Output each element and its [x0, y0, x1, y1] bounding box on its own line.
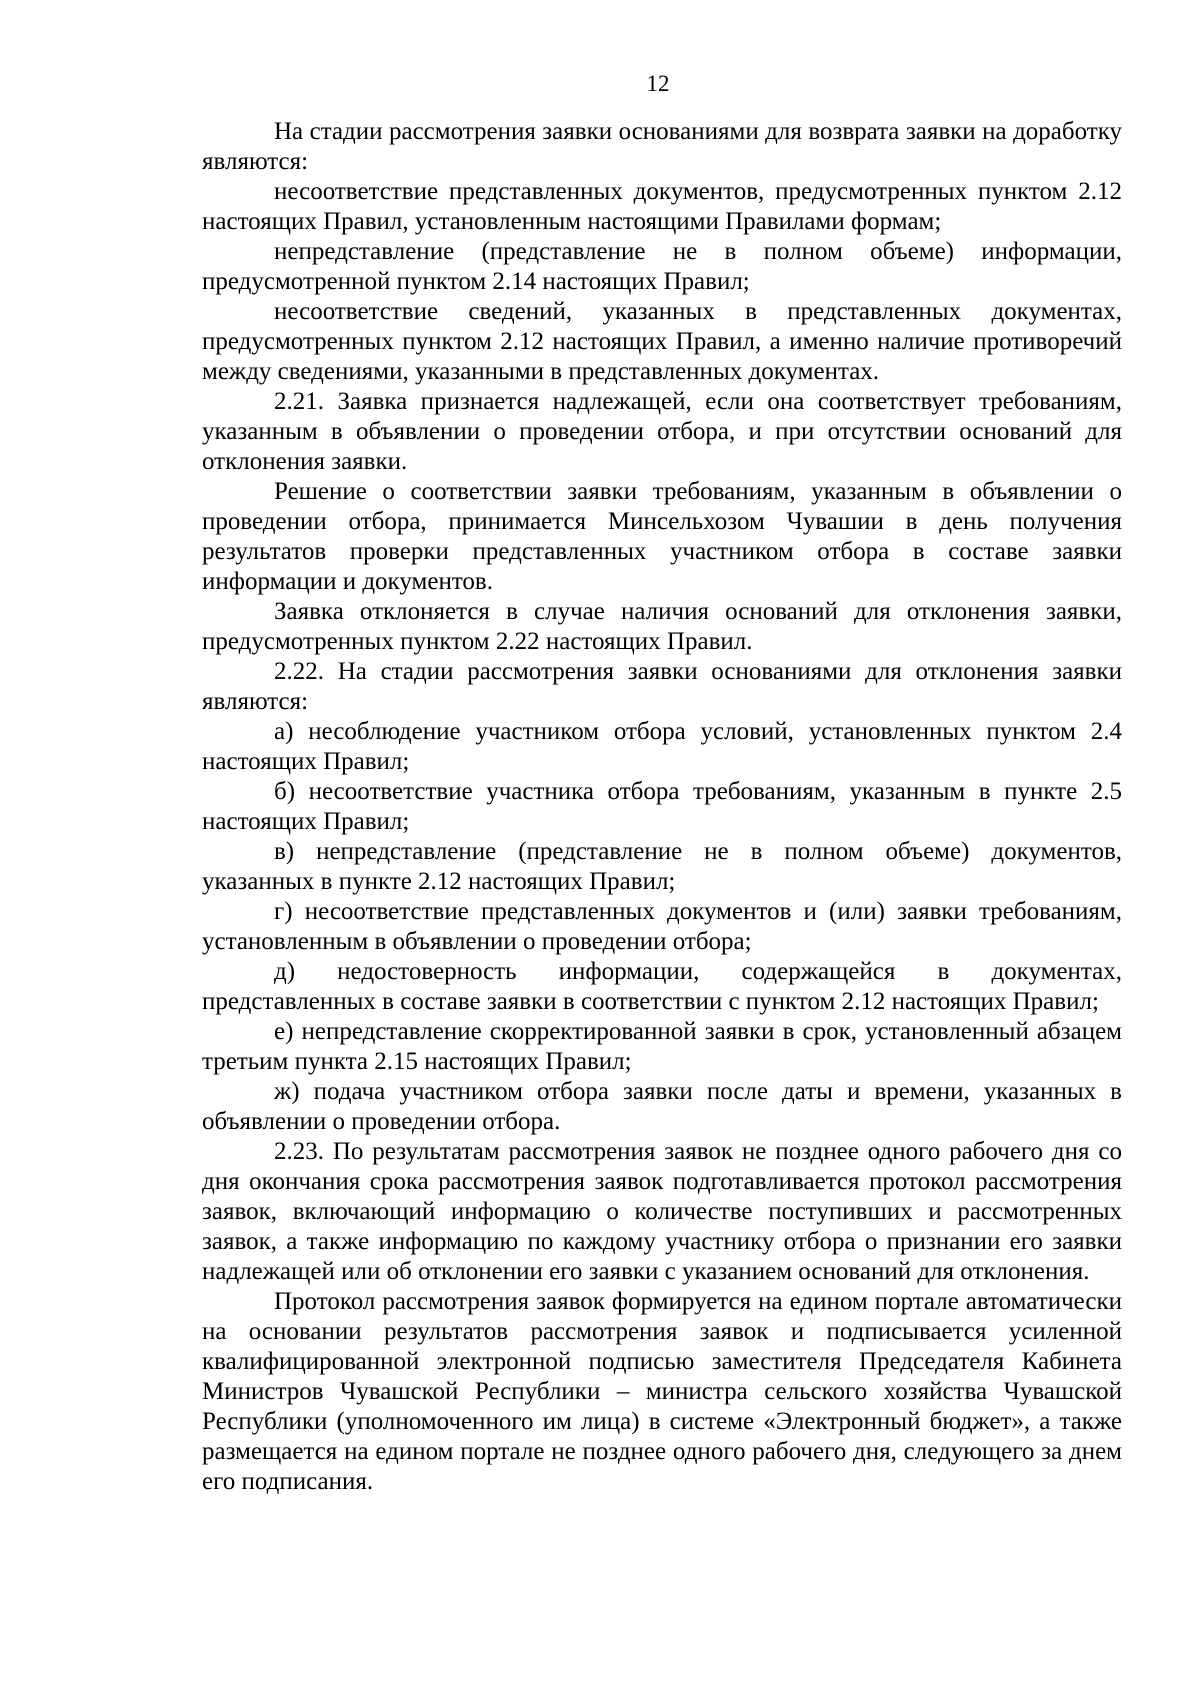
page-number: 12 [646, 71, 670, 96]
list-item-zh: ж) подача участником отбора заявки после даты и времени, указанных в объявлении о проведении отбора. [202, 1078, 1122, 1135]
paragraph-rejection: Заявка отклоняется в случае наличия оснований для отклонения заявки, предусмотренных пунктом 2.22 настоящих Правил. [202, 598, 1122, 655]
paragraph-return-grounds: На стадии рассмотрения заявки основаниями для возврата заявки на доработку являются: [202, 118, 1122, 175]
paragraph-2-22: 2.22. На стадии рассмотрения заявки основаниями для отклонения заявки являются: [202, 658, 1122, 715]
list-item-e: е) непредставление скорректированной заявки в срок, установленный абзацем третьим пункта 2.15 настоящих Правил; [202, 1018, 1122, 1075]
paragraph-compliance-decision: Решение о соответствии заявки требованиям, указанным в объявлении о проведении отбора, принимается Минсельхозом Чувашии в день получения результатов проверки представленных участником отбора в составе заявки информации и документов. [202, 478, 1122, 595]
list-item-d: д) недостоверность информации, содержащейся в документах, представленных в составе заявки в соответствии с пунктом 2.12 настоящих Правил; [202, 958, 1122, 1015]
paragraph-documents-mismatch: несоответствие представленных документов, предусмотренных пунктом 2.12 настоящих Правил, установленным настоящими Правилами формам; [202, 178, 1122, 235]
paragraph-2-21: 2.21. Заявка признается надлежащей, если она соответствует требованиям, указанным в объявлении о проведении отбора, и при отсутствии оснований для отклонения заявки. [202, 388, 1122, 475]
list-item-a: а) несоблюдение участником отбора условий, установленных пунктом 2.4 настоящих Правил; [202, 718, 1122, 775]
list-item-b: б) несоответствие участника отбора требованиям, указанным в пункте 2.5 настоящих Правил; [202, 778, 1122, 835]
paragraph-protocol: Протокол рассмотрения заявок формируется на едином портале автоматически на основании результатов рассмотрения заявок и подписывается усиленной квалифицированной электронной подписью заместителя Председателя Кабинета Министров Чувашской Республики – министра сельского хозяйства Чувашской Республики (уполномоченного им лица) в системе «Электронный бюджет», а также размещается на едином портале не позднее одного рабочего дня, следующего за днем его подписания. [202, 1288, 1122, 1495]
list-item-g: г) несоответствие представленных документов и (или) заявки требованиям, установленным в объявлении о проведении отбора; [202, 898, 1122, 955]
list-item-v: в) непредставление (представление не в полном объеме) документов, указанных в пункте 2.12 настоящих Правил; [202, 838, 1122, 895]
paragraph-information-missing: непредставление (представление не в полном объеме) информации, предусмотренной пунктом 2.14 настоящих Правил; [202, 238, 1122, 295]
document-body [202, 117, 1122, 1497]
paragraph-2-23: 2.23. По результатам рассмотрения заявок не позднее одного рабочего дня со дня окончания срока рассмотрения заявок подготавливается протокол рассмотрения заявок, включающий информацию о количестве поступивших и рассмотренных заявок, а также информацию по каждому участнику отбора о признании его заявки надлежащей или об отклонении его заявки с указанием оснований для отклонения. [202, 1138, 1122, 1285]
paragraph-data-contradictions: несоответствие сведений, указанных в представленных документах, предусмотренных пунктом 2.12 настоящих Правил, а именно наличие противоречий между сведениями, указанными в представленных документах. [202, 298, 1122, 385]
